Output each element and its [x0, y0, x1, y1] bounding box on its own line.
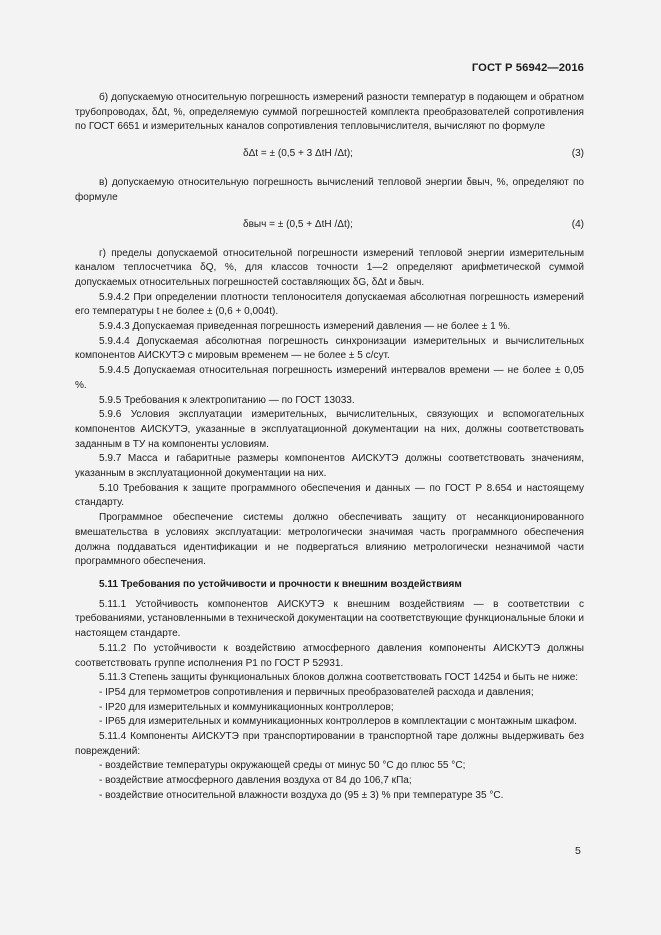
clause-5-9-4-3: 5.9.4.3 Допускаемая приведенная погрешность измерений давления — не более ± 1 %.	[99, 321, 511, 333]
clause-5-11-3: 5.11.3 Степень защиты функциональных блоков должна соответствовать ГОСТ 14254 и быть не ниже:	[99, 672, 579, 684]
list-item: - IP54 для термометров сопротивления и первичных преобразователей расхода и давления;	[99, 686, 534, 698]
clause-5-9-4-2: 5.9.4.2 При определении плотности теплоносителя допускаемая абсолютная погрешность измерений его температуры t не более ± (0,6 + 0,004t).	[75, 291, 584, 318]
clause-5-11-2: 5.11.2 По устойчивости к воздействию атмосферного давления компоненты АИСКУТЭ должны соответствовать группе исполнения Р1 по ГОСТ Р 52931.	[75, 642, 584, 669]
formula-4-number: (4)	[571, 218, 584, 230]
document-body	[75, 91, 584, 804]
paragraph-b: б) допускаемую относительную погрешность измерений разности температур в подающем и обратном трубопроводах, δΔt, %, определяемую суммой погрешностей комплекта преобразователей сопротивления по ГОСТ 6651 и измерительных каналов сопротивления тепловычислителя, вычисляют по формуле	[75, 92, 584, 133]
formula-3	[75, 145, 584, 165]
clause-5-11-4: 5.11.4 Компоненты АИСКУТЭ при транспортировании в транспортной таре должны выдерживать без повреждений:	[75, 731, 584, 757]
page-number: 5	[575, 845, 581, 857]
clause-5-9-4-5: 5.9.4.5 Допускаемая относительная погрешность измерений интервалов времени — не более ± 0,05 %.	[75, 365, 584, 391]
clause-5-10: 5.10 Требования к защите программного обеспечения и данных — по ГОСТ Р 8.654 и настоящему стандарту.	[75, 482, 584, 509]
section-heading-5-11: 5.11 Требования по устойчивости и прочности к внешним воздействиям	[99, 578, 462, 590]
list-item: - IP65 для измерительных и коммуникационных контроллеров в комплектации с монтажным шкафом.	[99, 716, 577, 728]
formula-4	[75, 216, 584, 236]
list-item: - воздействие температуры окружающей среды от минус 50 °С до плюс 55 °С;	[99, 760, 466, 772]
clause-5-9-7: 5.9.7 Масса и габаритные размеры компонентов АИСКУТЭ должны соответствовать значениям, указанным в эксплуатационной документации на них.	[75, 453, 584, 480]
clause-5-11-1: 5.11.1 Устойчивость компонентов АИСКУТЭ к внешним воздействиям — в соответствии с требованиями, установленными в технической документации на соответствующие функциональные блоки и настоящем стандарте.	[75, 598, 585, 640]
clause-5-9-5: 5.9.5 Требования к электропитанию — по ГОСТ 13033.	[99, 394, 355, 406]
standard-number-header: ГОСТ Р 56942—2016	[471, 62, 584, 74]
paragraph-g: г) пределы допускаемой относительной погрешности измерений тепловой энергии измерительным каналом теплосчетчика δQ, %, для классов точности 1—2 определяют арифметической суммой допускаемых относительных погрешностей составляющих δG, δΔt и δвыч.	[75, 247, 584, 288]
formula-4-expression: δвыч = ± (0,5 + ΔtН /Δt);	[243, 218, 353, 230]
software-protection-paragraph: Программное обеспечение системы должно обеспечивать защиту от несанкционированного вмешательства в условиях эксплуатации: метрологически значимая часть программного обеспечения должна поддаваться идентификации и не подвергаться влиянию метрологически незначимой части программного обеспечения.	[75, 512, 584, 568]
list-item: - воздействие относительной влажности воздуха до (95 ± 3) % при температуре 35 °С.	[99, 789, 504, 801]
clause-5-9-6: 5.9.6 Условия эксплуатации измерительных, вычислительных, связующих и вспомогательных компонентов АИСКУТЭ, указанные в эксплуатационной документации на них, должны соответствовать заданным в ТУ на компоненты условиям.	[75, 409, 584, 450]
clause-5-9-4-4: 5.9.4.4 Допускаемая абсолютная погрешность синхронизации измерительных и вычислительных компонентов АИСКУТЭ с мировым временем — не более ± 5 с/сут.	[75, 335, 584, 362]
list-item: - воздействие атмосферного давления воздуха от 84 до 106,7 кПа;	[99, 775, 412, 787]
paragraph-v: в) допускаемую относительную погрешность вычислений тепловой энергии δвыч, %, определяют по формуле	[75, 177, 584, 203]
list-item: - IP20 для измерительных и коммуникационных контроллеров;	[99, 701, 394, 713]
formula-3-number: (3)	[571, 148, 584, 160]
formula-3-expression: δΔt = ± (0,5 + 3 ΔtН /Δt);	[243, 148, 353, 160]
